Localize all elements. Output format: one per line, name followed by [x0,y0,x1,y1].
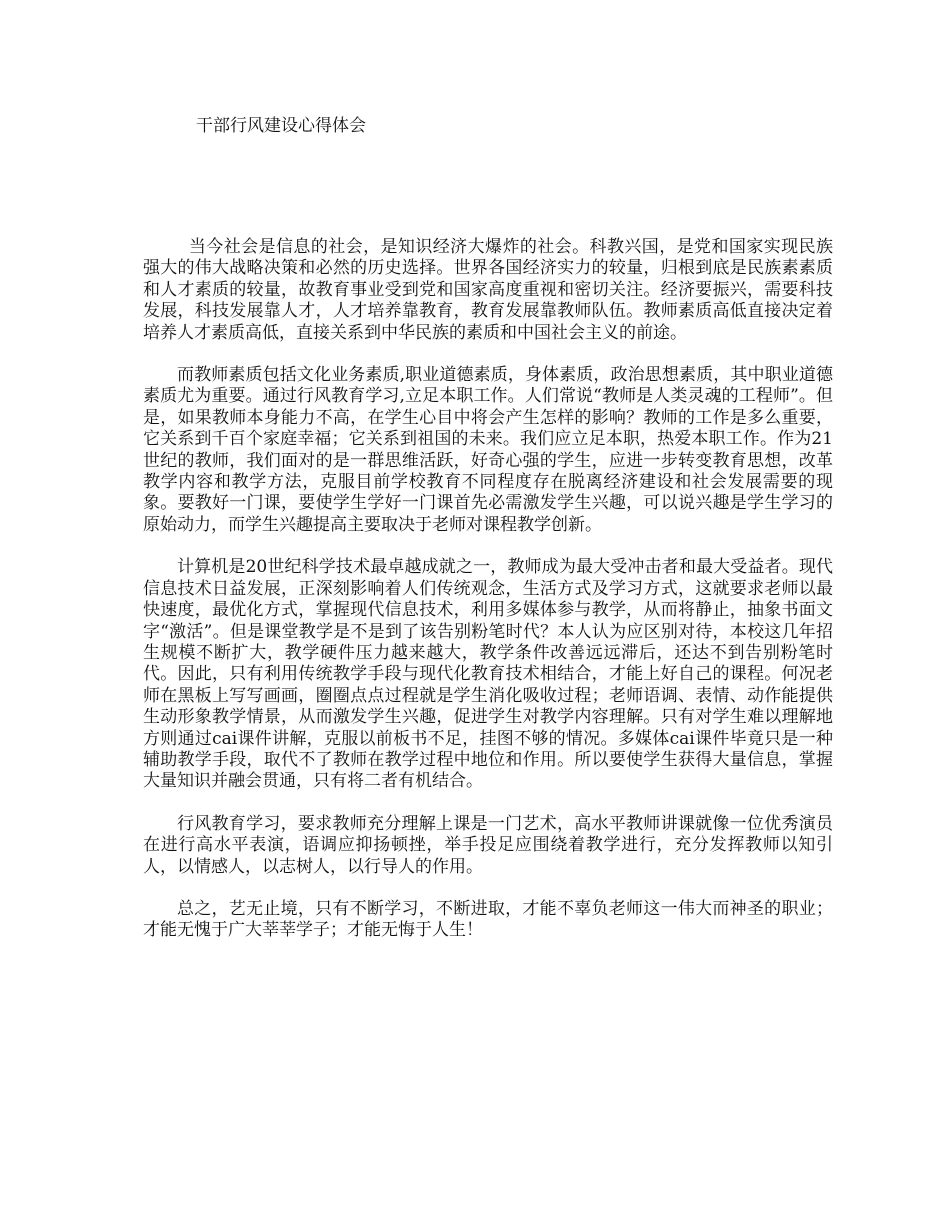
paragraph-teaching-art: 行风教育学习，要求教师充分理解上课是一门艺术，高水平教师讲课就像一位优秀演员在进行高水平表演，语调应抑扬顿挫，举手投足应围绕着教学进行，充分发挥教师以知引人，以情感人，以志树人，以行导人的作用。 [143,813,833,877]
paragraph-teacher-quality: 而教师素质包括文化业务素质,职业道德素质，身体素质，政治思想素质，其中职业道德素质尤为重要。通过行风教育学习,立足本职工作。人们常说“教师是人类灵魂的工程师”。但是，如果教师本身能力不高，在学生心目中将会产生怎样的影响？教师的工作是多么重要，它关系到千百个家庭幸福；它关系到祖国的未来。我们应立足本职，热爱本职工作。作为21世纪的教师，我们面对的是一群思维活跃，好奇心强的学生，应进一步转变教育思想，改革教学内容和教学方法，克服目前学校教育不同程度存在脱离经济建设和社会发展需要的现象。要教好一门课，要使学生学好一门课首先必需激发学生兴趣，可以说兴趣是学生学习的原始动力，而学生兴趣提高主要取决于老师对课程教学创新。 [143,365,833,535]
paragraph-conclusion: 总之，艺无止境，只有不断学习，不断进取，才能不辜负老师这一伟大而神圣的职业；才能无愧于广大莘莘学子；才能无悔于人生！ [143,898,833,941]
paragraph-intro: 当今社会是信息的社会，是知识经济大爆炸的社会。科教兴国，是党和国家实现民族强大的伟大战略决策和必然的历史选择。世界各国经济实力的较量，归根到底是民族素素质和人才素质的较量，故教育事业受到党和国家高度重视和密切关注。经济要振兴，需要科技发展，科技发展靠人才，人才培养靠教育，教育发展靠教师队伍。教师素质高低直接决定着培养人才素质高低，直接关系到中华民族的素质和中国社会主义的前途。 [143,237,833,343]
paragraph-computer-teaching: 计算机是20世纪科学技术最卓越成就之一，教师成为最大受冲击者和最大受益者。现代信息技术日益发展，正深刻影响着人们传统观念，生活方式及学习方式，这就要求老师以最快速度，最优化方式，掌握现代信息技术，利用多媒体参与教学，从而将静止，抽象书面文字“激活”。但是课堂教学是不是到了该告别粉笔时代？本人认为应区别对待，本校这几年招生规模不断扩大，教学硬件压力越来越大，教学条件改善远远滞后，还达不到告别粉笔时代。因此，只有利用传统教学手段与现代化教育技术相结合，才能上好自己的课程。何况老师在黑板上写写画画，圈圈点点过程就是学生消化吸收过程；老师语调、表情、动作能提供生动形象教学情景，从而激发学生兴趣，促进学生对教学内容理解。只有对学生难以理解地方则通过cai课件讲解，克服以前板书不足，挂图不够的情况。多媒体cai课件毕竟只是一种辅助教学手段，取代不了教师在教学过程中地位和作用。所以要使学生获得大量信息，掌握大量知识并融会贯通，只有将二者有机结合。 [143,557,833,792]
document-body [143,237,833,963]
document-title: 干部行风建设心得体会 [196,116,366,136]
